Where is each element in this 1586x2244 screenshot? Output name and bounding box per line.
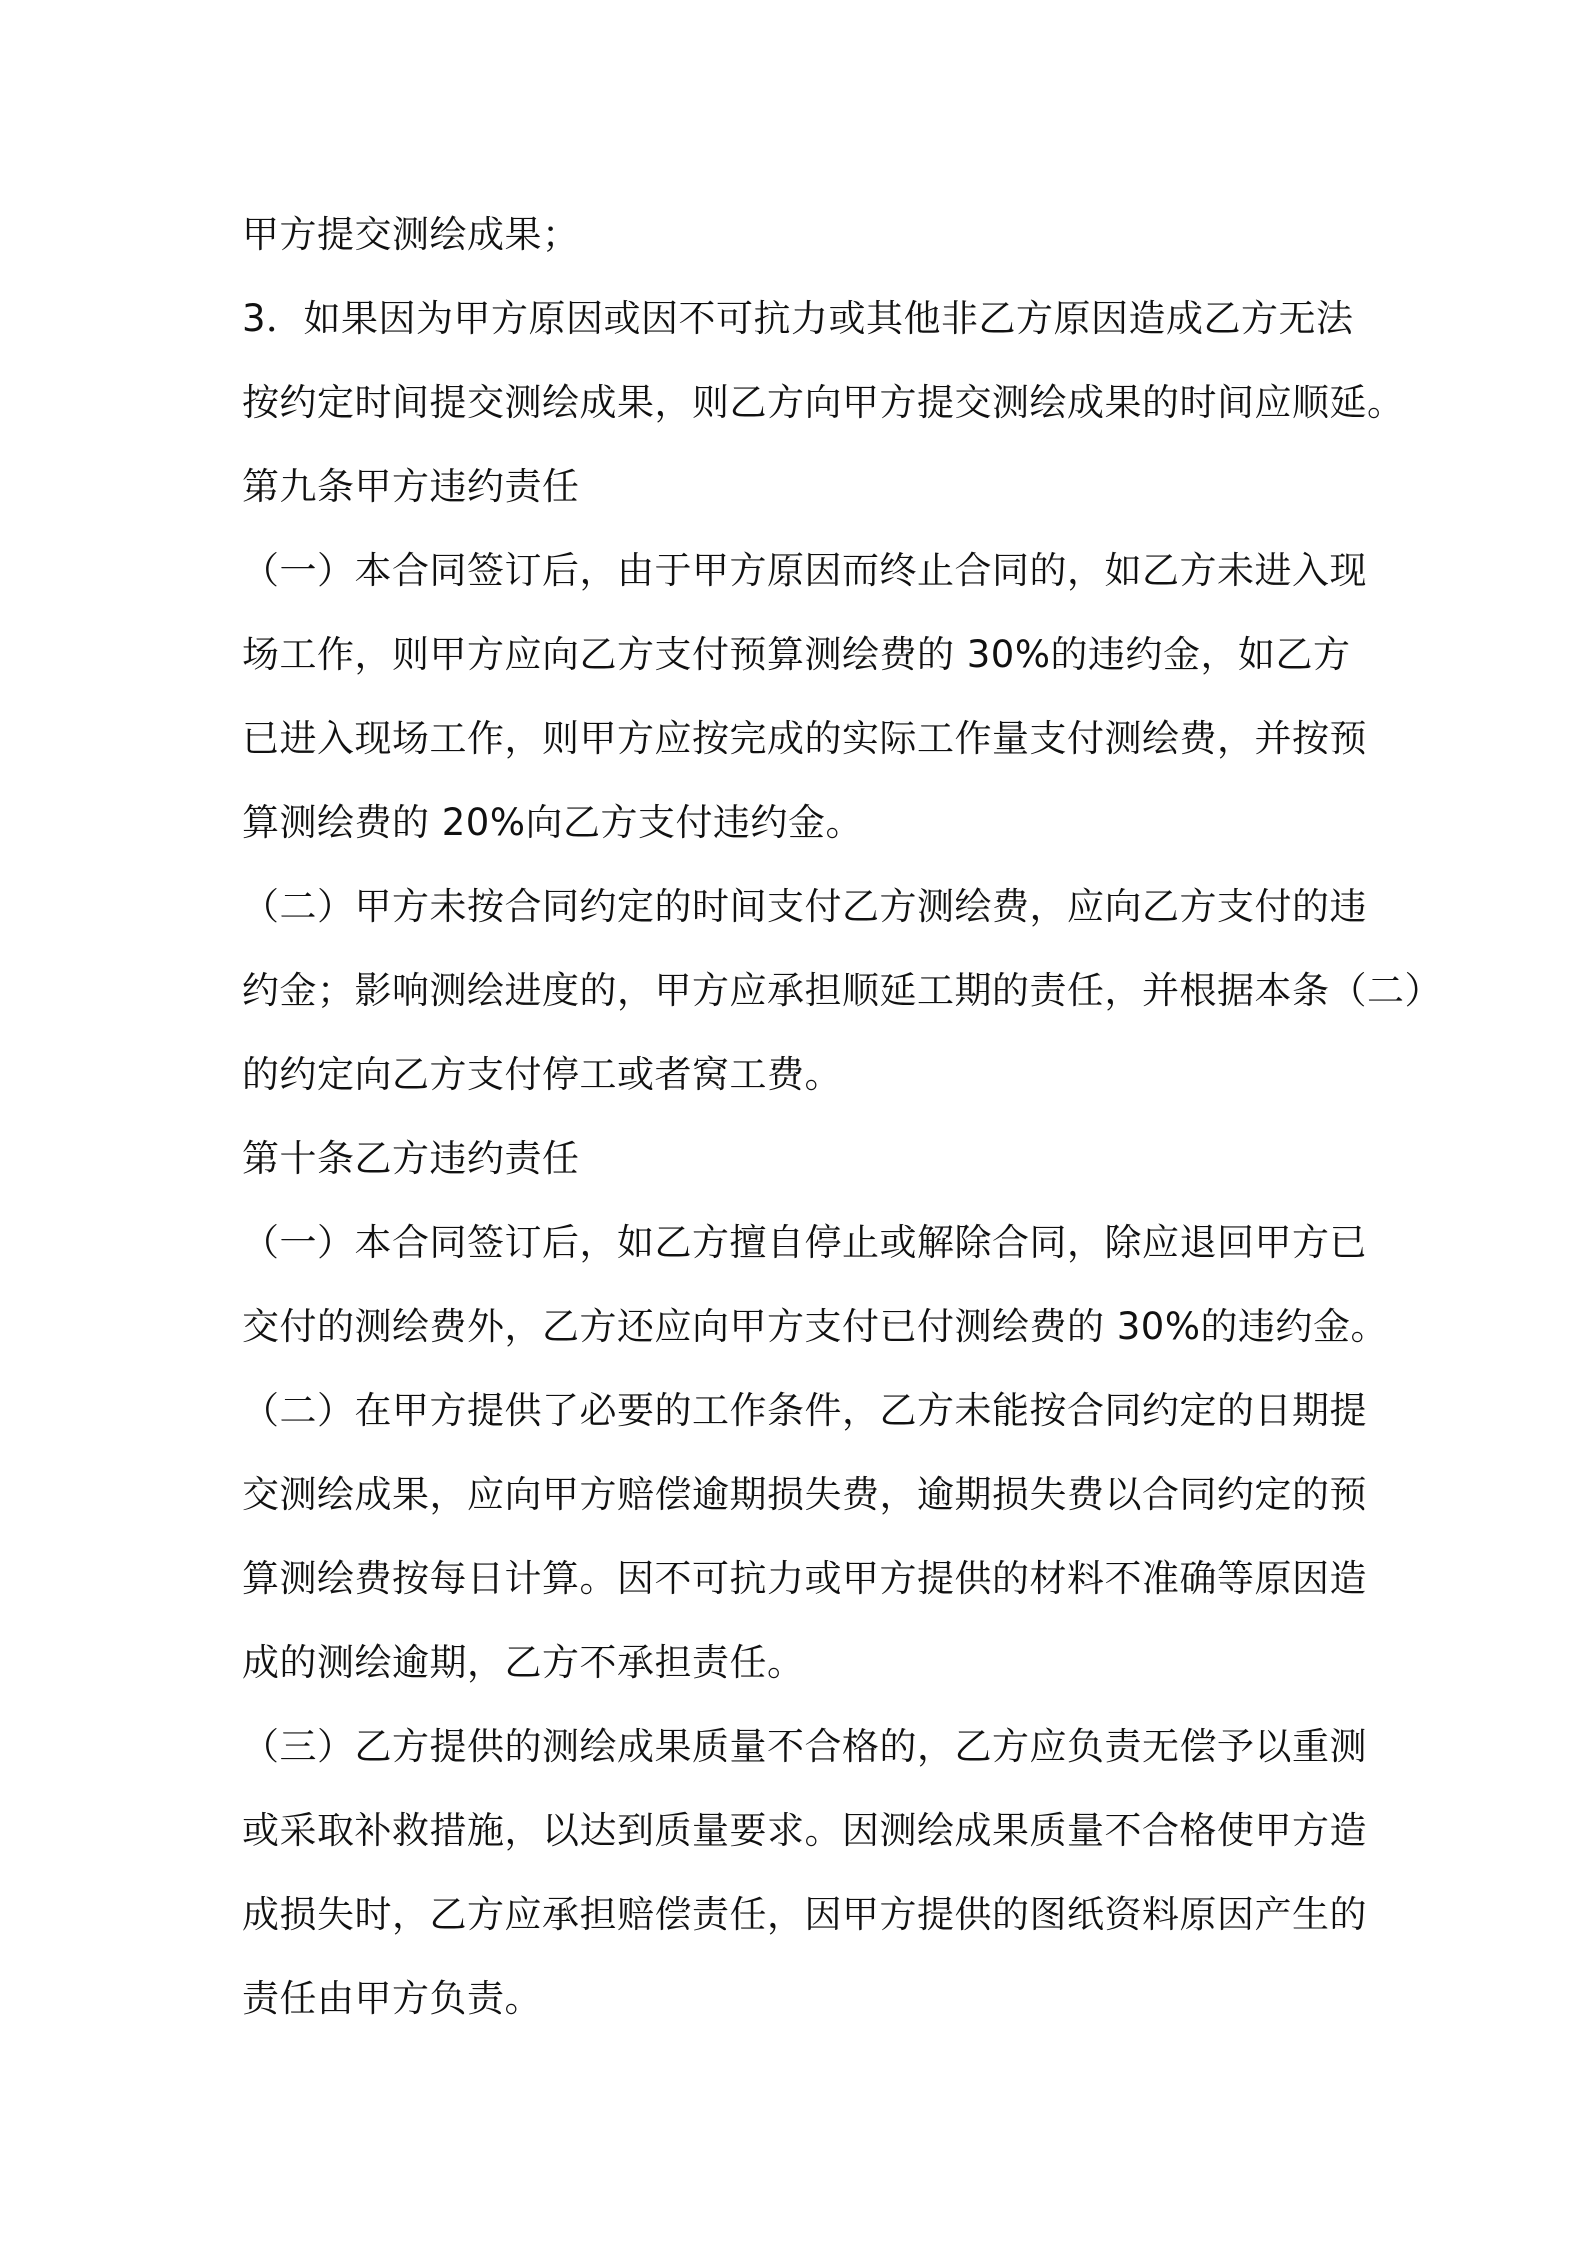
article-10-item-2-line-4: 成的测绘逾期，乙方不承担责任。 (242, 1641, 805, 1684)
article-10-item-3-line-1: （三）乙方提供的测绘成果质量不合格的，乙方应负责无偿予以重测 (242, 1725, 1367, 1768)
article-10-item-3-line-2: 或采取补救措施，以达到质量要求。因测绘成果质量不合格使甲方造 (242, 1809, 1367, 1852)
article-9-item-1-line-3: 已进入现场工作，则甲方应按完成的实际工作量支付测绘费，并按预 (242, 717, 1367, 760)
article-10-item-2-line-1: （二）在甲方提供了必要的工作条件，乙方未能按合同约定的日期提 (242, 1389, 1367, 1432)
article-9-item-2-line-3: 的约定向乙方支付停工或者窝工费。 (242, 1053, 842, 1096)
article-10-item-3-line-3: 成损失时，乙方应承担赔偿责任，因甲方提供的图纸资料原因产生的 (242, 1893, 1367, 1936)
article-10-heading: 第十条乙方违约责任 (242, 1137, 580, 1180)
article-10-item-3-line-4: 责任由甲方负责。 (242, 1977, 542, 2020)
article-10-item-2-line-3: 算测绘费按每日计算。因不可抗力或甲方提供的材料不准确等原因造 (242, 1557, 1367, 1600)
clause-3-line-2: 按约定时间提交测绘成果，则乙方向甲方提交测绘成果的时间应顺延。 (242, 381, 1405, 424)
article-9-item-1-line-4: 算测绘费的 20%向乙方支付违约金。 (242, 801, 863, 844)
contract-text (242, 193, 1442, 2041)
clause-3-line-1: 3．如果因为甲方原因或因不可抗力或其他非乙方原因造成乙方无法 (242, 297, 1354, 340)
article-9-item-1-line-1: （一）本合同签订后，由于甲方原因而终止合同的，如乙方未进入现 (242, 549, 1367, 592)
text-line-1: 甲方提交测绘成果； (242, 213, 580, 256)
article-9-item-2-line-2: 约金；影响测绘进度的，甲方应承担顺延工期的责任，并根据本条（二） (242, 969, 1442, 1012)
article-9-item-2-line-1: （二）甲方未按合同约定的时间支付乙方测绘费，应向乙方支付的违 (242, 885, 1367, 928)
article-10-item-2-line-2: 交测绘成果，应向甲方赔偿逾期损失费，逾期损失费以合同约定的预 (242, 1473, 1367, 1516)
article-10-item-1-line-1: （一）本合同签订后，如乙方擅自停止或解除合同，除应退回甲方已 (242, 1221, 1367, 1264)
article-10-item-1-line-2: 交付的测绘费外，乙方还应向甲方支付已付测绘费的 30%的违约金。 (242, 1305, 1388, 1348)
article-9-item-1-line-2: 场工作，则甲方应向乙方支付预算测绘费的 30%的违约金，如乙方 (242, 633, 1351, 676)
article-9-heading: 第九条甲方违约责任 (242, 465, 580, 508)
